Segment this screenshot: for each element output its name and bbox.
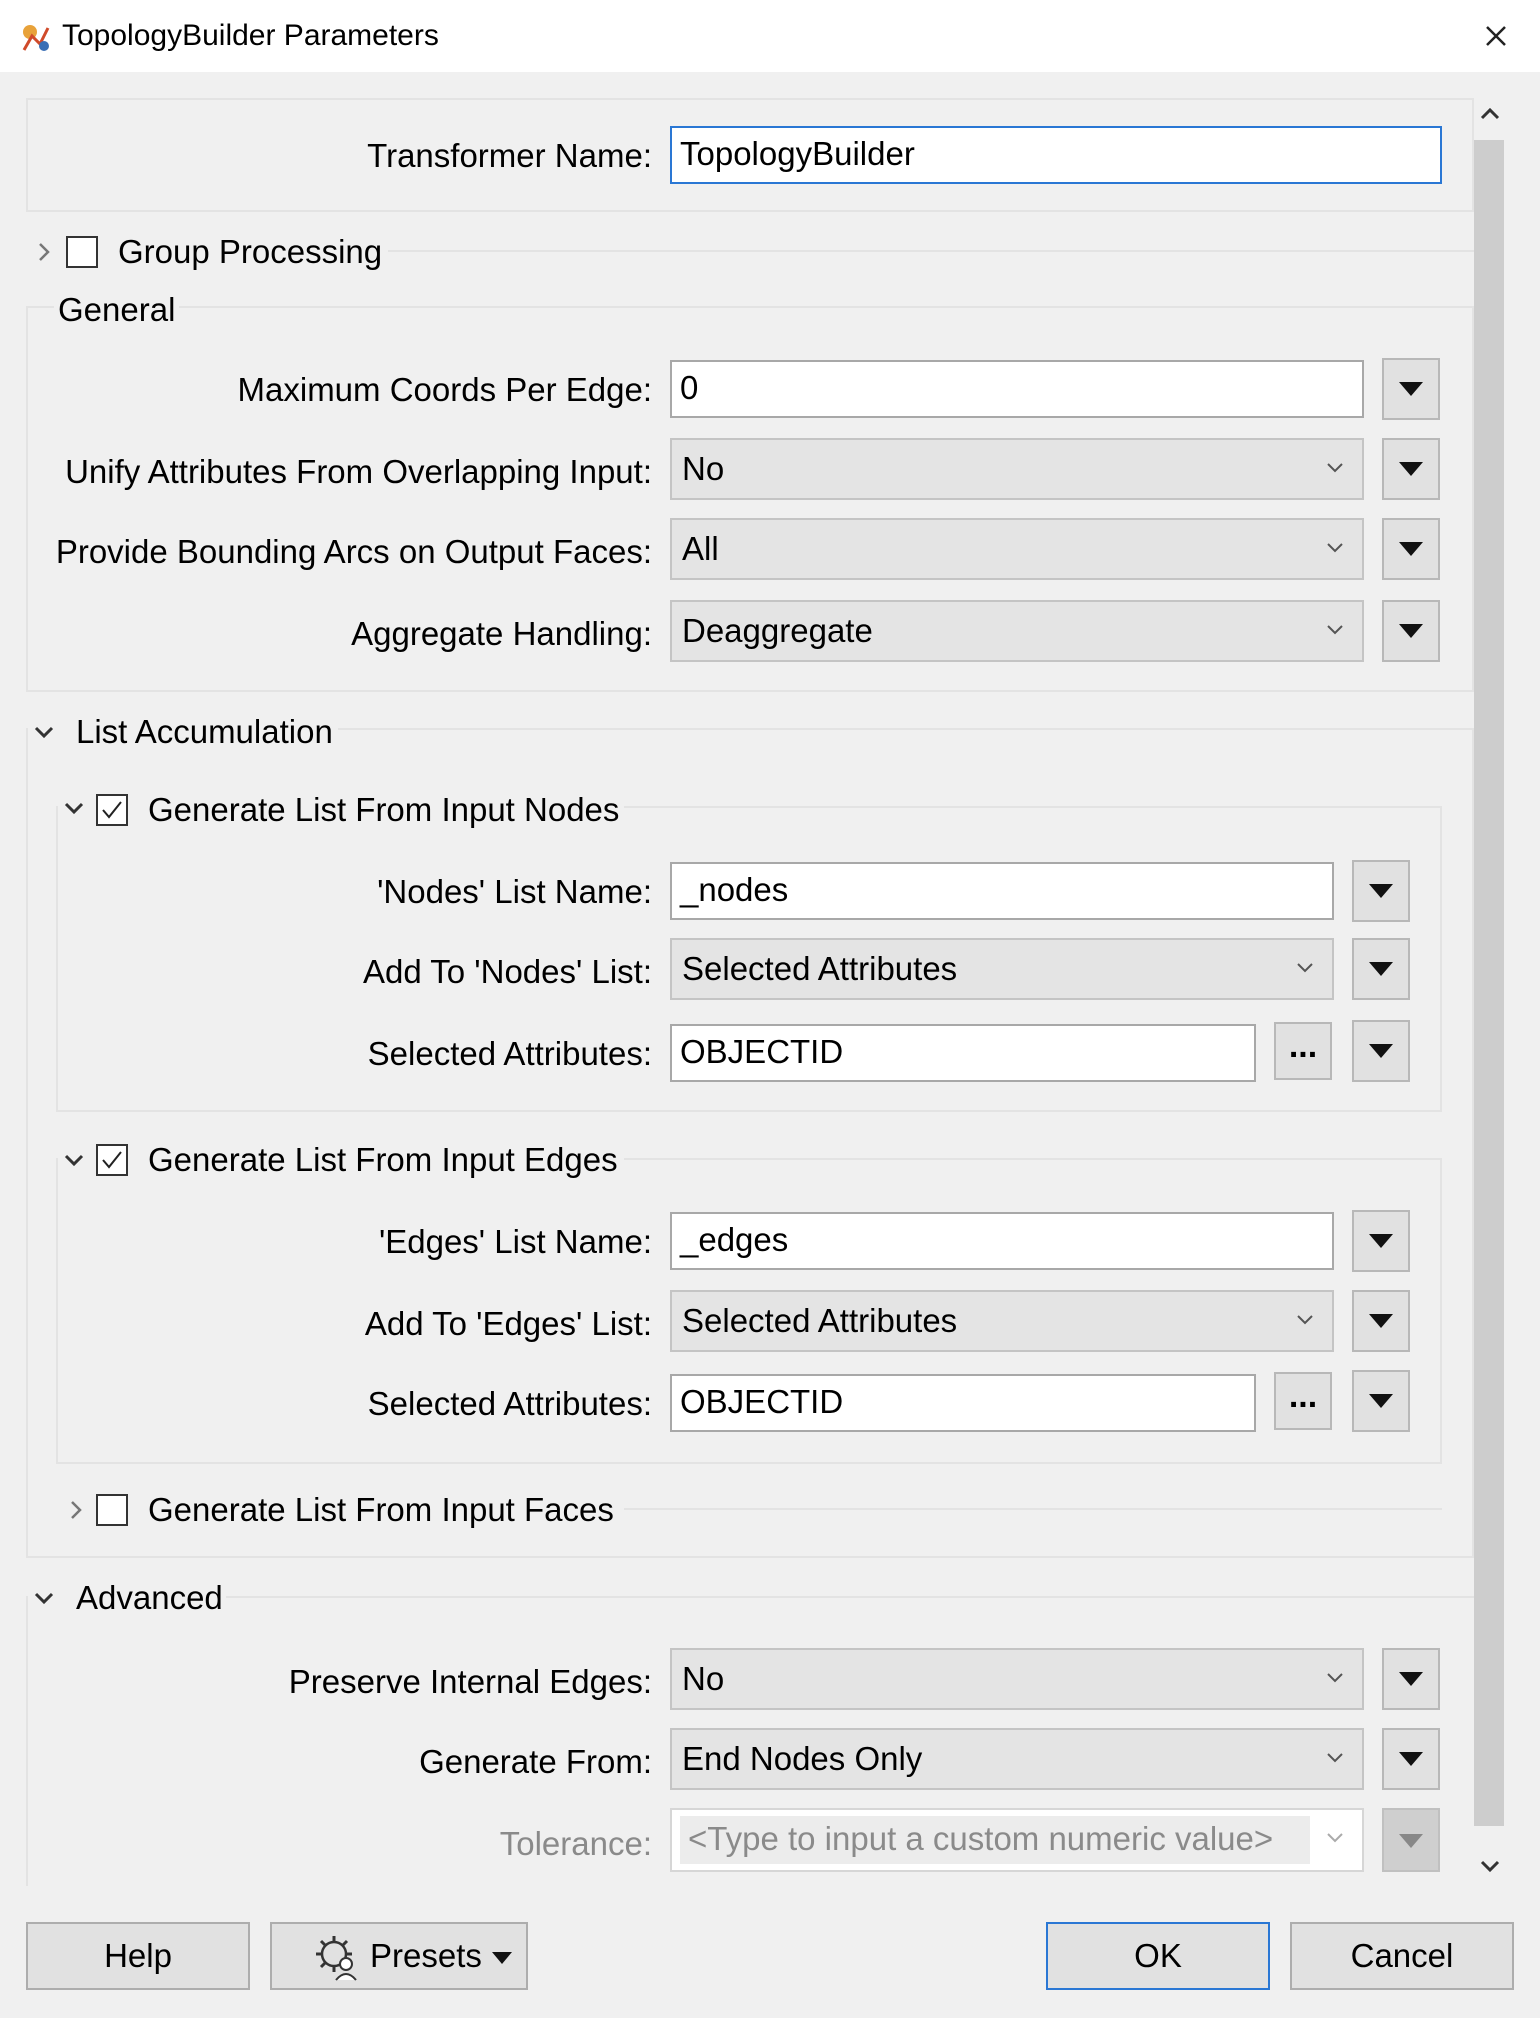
preserve-edges-label: Preserve Internal Edges:	[288, 1663, 652, 1700]
generate-from-label: Generate From:	[419, 1743, 652, 1780]
faces-title: Generate List From Input Faces	[148, 1491, 614, 1528]
tolerance-label: Tolerance:	[499, 1825, 652, 1862]
scroll-down-arrow[interactable]	[1476, 1852, 1504, 1880]
edges-attributes-picker-button[interactable]: ...	[1274, 1372, 1332, 1430]
generate-from-value: End Nodes Only	[682, 1740, 923, 1777]
general-title: General	[54, 290, 179, 330]
divider	[226, 1596, 1474, 1598]
aggregate-handling-select[interactable]	[670, 600, 1364, 662]
preserve-edges-menu-button[interactable]	[1382, 1648, 1440, 1710]
advanced-frame	[26, 1596, 28, 1886]
ok-button[interactable]: OK	[1046, 1922, 1270, 1990]
caret-down-icon	[492, 1952, 512, 1964]
edges-title: Generate List From Input Edges	[148, 1141, 618, 1178]
unify-attributes-menu-button[interactable]	[1382, 438, 1440, 500]
divider	[624, 1158, 1442, 1160]
group-processing-checkbox[interactable]	[66, 236, 98, 268]
nodes-list-name-input[interactable]: _nodes	[670, 862, 1334, 920]
add-to-nodes-menu-button[interactable]	[1352, 938, 1410, 1000]
nodes-selected-attributes-label: Selected Attributes:	[367, 1035, 652, 1072]
add-to-edges-menu-button[interactable]	[1352, 1290, 1410, 1352]
chevron-down-icon	[1296, 962, 1314, 974]
chevron-down-icon	[1326, 1752, 1344, 1764]
close-icon[interactable]	[1476, 16, 1516, 56]
tolerance-select[interactable]	[670, 1808, 1364, 1872]
chevron-down-icon	[1326, 1832, 1344, 1844]
divider	[388, 250, 1474, 252]
faces-expand-icon[interactable]	[66, 1496, 86, 1524]
bounding-arcs-value: All	[682, 530, 719, 567]
add-to-edges-label: Add To 'Edges' List:	[364, 1305, 652, 1342]
bounding-arcs-select[interactable]	[670, 518, 1364, 580]
edges-list-name-label: 'Edges' List Name:	[378, 1223, 652, 1260]
nodes-selected-attributes-menu-button[interactable]	[1352, 1020, 1410, 1082]
tolerance-menu-button[interactable]	[1382, 1808, 1440, 1872]
aggregate-handling-label: Aggregate Handling:	[351, 615, 652, 652]
group-processing-expand-icon[interactable]	[34, 238, 54, 266]
faces-checkbox[interactable]	[96, 1494, 128, 1526]
presets-button[interactable]	[270, 1922, 528, 1990]
add-to-edges-select[interactable]	[670, 1290, 1334, 1352]
help-button[interactable]: Help	[26, 1922, 250, 1990]
nodes-selected-attributes-input[interactable]: OBJECTID	[670, 1024, 1256, 1082]
group-processing-label: Group Processing	[118, 233, 383, 270]
edges-list-name-menu-button[interactable]	[1352, 1210, 1410, 1272]
chevron-down-icon	[1326, 462, 1344, 474]
add-to-nodes-label: Add To 'Nodes' List:	[363, 953, 652, 990]
nodes-attributes-picker-button[interactable]: ...	[1274, 1022, 1332, 1080]
app-icon	[18, 20, 54, 56]
edges-selected-attributes-menu-button[interactable]	[1352, 1370, 1410, 1432]
unify-attributes-value: No	[682, 450, 725, 487]
preserve-edges-select[interactable]	[670, 1648, 1364, 1710]
scroll-up-arrow[interactable]	[1476, 100, 1504, 128]
edges-list-name-input[interactable]: _edges	[670, 1212, 1334, 1270]
unify-attributes-label: Unify Attributes From Overlapping Input:	[65, 453, 652, 490]
chevron-down-icon	[1326, 624, 1344, 636]
transformer-name-input[interactable]: TopologyBuilder	[670, 126, 1442, 184]
list-accumulation-title: List Accumulation	[76, 713, 333, 750]
generate-from-select[interactable]	[670, 1728, 1364, 1790]
add-to-nodes-select[interactable]	[670, 938, 1334, 1000]
presets-label: Presets	[370, 1937, 482, 1974]
divider	[624, 806, 1442, 808]
nodes-list-name-menu-button[interactable]	[1352, 860, 1410, 922]
tolerance-placeholder: <Type to input a custom numeric value>	[680, 1816, 1310, 1864]
divider	[338, 728, 1474, 730]
max-coords-input[interactable]: 0	[670, 360, 1364, 418]
transformer-name-label: Transformer Name:	[367, 137, 652, 174]
add-to-edges-value: Selected Attributes	[682, 1302, 958, 1339]
nodes-list-name-label: 'Nodes' List Name:	[377, 873, 652, 910]
max-coords-menu-button[interactable]	[1382, 358, 1440, 420]
gear-user-icon	[312, 1932, 362, 1982]
bounding-arcs-label: Provide Bounding Arcs on Output Faces:	[55, 533, 652, 570]
chevron-down-icon	[1296, 1314, 1314, 1326]
preserve-edges-value: No	[682, 1660, 725, 1697]
chevron-down-icon	[1326, 1672, 1344, 1684]
advanced-collapse-icon[interactable]	[30, 1584, 58, 1612]
add-to-nodes-value: Selected Attributes	[682, 950, 958, 987]
scrollbar-thumb[interactable]	[1474, 140, 1504, 1826]
edges-selected-attributes-label: Selected Attributes:	[367, 1385, 652, 1422]
chevron-down-icon	[1326, 542, 1344, 554]
nodes-title: Generate List From Input Nodes	[148, 791, 620, 828]
aggregate-handling-value: Deaggregate	[682, 612, 873, 649]
advanced-title: Advanced	[76, 1579, 223, 1616]
generate-from-menu-button[interactable]	[1382, 1728, 1440, 1790]
cancel-button[interactable]: Cancel	[1290, 1922, 1514, 1990]
window-title: TopologyBuilder Parameters	[62, 19, 439, 52]
bounding-arcs-menu-button[interactable]	[1382, 518, 1440, 580]
divider	[624, 1508, 1442, 1510]
edges-selected-attributes-input[interactable]: OBJECTID	[670, 1374, 1256, 1432]
aggregate-handling-menu-button[interactable]	[1382, 600, 1440, 662]
max-coords-label: Maximum Coords Per Edge:	[237, 371, 652, 408]
unify-attributes-select[interactable]	[670, 438, 1364, 500]
